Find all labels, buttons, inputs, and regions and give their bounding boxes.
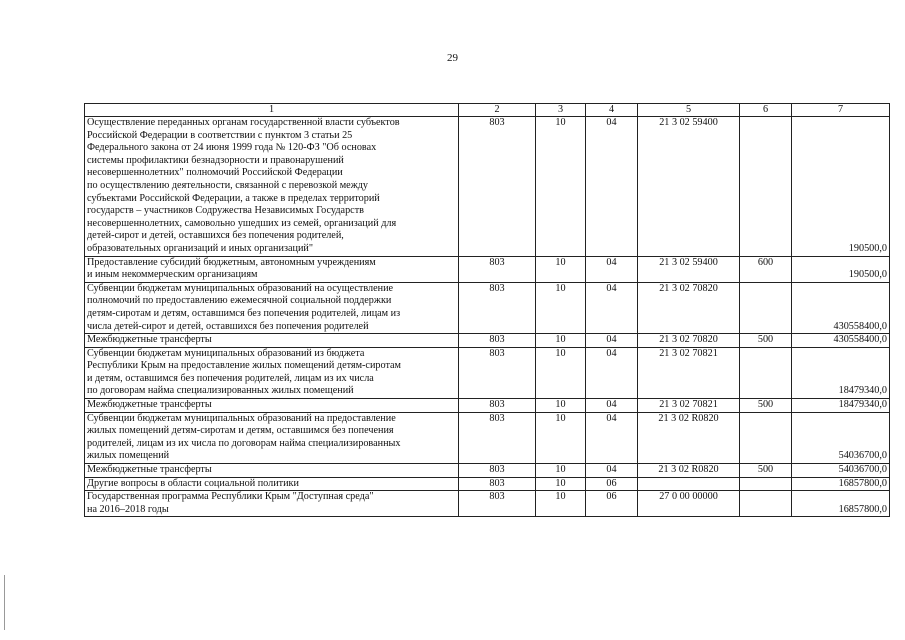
row-name: Субвенции бюджетам муниципальных образований из бюджета Республики Крым на предоставление жилых помещений детям-сиротам и детям, оставшимся без попечения родителей, лицам из их числа по договорам найма специализированных жилых помещений (85, 347, 459, 398)
column-header: 7 (792, 104, 890, 117)
amount: 18479340,0 (792, 399, 890, 413)
section-code: 10 (536, 464, 586, 478)
expense-type-code (740, 491, 792, 517)
target-article-code (638, 477, 740, 491)
row-name: Осуществление переданных органам государственной власти субъектов Российской Федерации в соответствии с пунктом 3 статьи 25 Федерального закона от 24 июня 1999 года № 120-ФЗ "Об основах системы профилактики безнадзорности и правонарушений несовершеннолетних" полномочий Российской Федерации по осуществлению деятельности, связанной с перевозкой между субъектами Российской Федерации, а также в пределах территорий государств – участников Содружества Независимых Государств несовершеннолетних, самовольно ушедших из семей, организаций для детей-сирот и детей, оставшихся без попечения родителей, образовательных организаций и иных организаций" (85, 117, 459, 257)
expense-type-code (740, 477, 792, 491)
target-article-code: 21 3 02 70820 (638, 282, 740, 333)
expense-type-code: 500 (740, 334, 792, 348)
subsection-code: 04 (586, 464, 638, 478)
section-code: 10 (536, 282, 586, 333)
subsection-code: 04 (586, 282, 638, 333)
table-row (85, 412, 890, 463)
section-code: 10 (536, 399, 586, 413)
target-article-code: 27 0 00 00000 (638, 491, 740, 517)
column-number-row (85, 104, 890, 117)
amount: 54036700,0 (792, 464, 890, 478)
expense-type-code (740, 412, 792, 463)
ministry-code: 803 (459, 412, 536, 463)
row-name: Межбюджетные трансферты (85, 399, 459, 413)
subsection-code: 04 (586, 347, 638, 398)
page-number: 29 (447, 52, 458, 64)
table-row (85, 282, 890, 333)
amount: 18479340,0 (792, 347, 890, 398)
target-article-code: 21 3 02 R0820 (638, 412, 740, 463)
column-header: 5 (638, 104, 740, 117)
ministry-code: 803 (459, 477, 536, 491)
ministry-code: 803 (459, 256, 536, 282)
table-row (85, 334, 890, 348)
target-article-code: 21 3 02 R0820 (638, 464, 740, 478)
expense-type-code: 600 (740, 256, 792, 282)
row-name: Другие вопросы в области социальной политики (85, 477, 459, 491)
section-code: 10 (536, 256, 586, 282)
table-row (85, 256, 890, 282)
column-header: 2 (459, 104, 536, 117)
amount: 54036700,0 (792, 412, 890, 463)
ministry-code: 803 (459, 334, 536, 348)
ministry-code: 803 (459, 117, 536, 257)
target-article-code: 21 3 02 70821 (638, 347, 740, 398)
row-name: Межбюджетные трансферты (85, 334, 459, 348)
margin-mark (4, 575, 5, 630)
target-article-code: 21 3 02 70820 (638, 334, 740, 348)
target-article-code: 21 3 02 70821 (638, 399, 740, 413)
subsection-code: 06 (586, 477, 638, 491)
row-name: Государственная программа Республики Крым "Доступная среда" на 2016–2018 годы (85, 491, 459, 517)
section-code: 10 (536, 491, 586, 517)
target-article-code: 21 3 02 59400 (638, 256, 740, 282)
subsection-code: 06 (586, 491, 638, 517)
column-header: 6 (740, 104, 792, 117)
amount: 16857800,0 (792, 491, 890, 517)
section-code: 10 (536, 477, 586, 491)
table-row (85, 117, 890, 257)
expense-type-code: 500 (740, 464, 792, 478)
ministry-code: 803 (459, 347, 536, 398)
expense-type-code (740, 117, 792, 257)
ministry-code: 803 (459, 282, 536, 333)
subsection-code: 04 (586, 334, 638, 348)
row-name: Субвенции бюджетам муниципальных образований на предоставление жилых помещений детям-сиротам и детям, оставшимся без попечения родителей, лицам из их числа по договорам найма специализированных жилых помещений (85, 412, 459, 463)
column-header: 1 (85, 104, 459, 117)
amount: 16857800,0 (792, 477, 890, 491)
table-row (85, 491, 890, 517)
subsection-code: 04 (586, 117, 638, 257)
amount: 430558400,0 (792, 282, 890, 333)
subsection-code: 04 (586, 399, 638, 413)
expense-type-code (740, 282, 792, 333)
row-name: Предоставление субсидий бюджетным, автономным учреждениям и иным некоммерческим организациям (85, 256, 459, 282)
ministry-code: 803 (459, 491, 536, 517)
ministry-code: 803 (459, 464, 536, 478)
target-article-code: 21 3 02 59400 (638, 117, 740, 257)
ministry-code: 803 (459, 399, 536, 413)
amount: 190500,0 (792, 117, 890, 257)
table-row (85, 347, 890, 398)
subsection-code: 04 (586, 256, 638, 282)
section-code: 10 (536, 412, 586, 463)
section-code: 10 (536, 117, 586, 257)
budget-table (84, 103, 890, 517)
expense-type-code: 500 (740, 399, 792, 413)
amount: 430558400,0 (792, 334, 890, 348)
table-row (85, 399, 890, 413)
table-row (85, 477, 890, 491)
column-header: 4 (586, 104, 638, 117)
expense-type-code (740, 347, 792, 398)
row-name: Субвенции бюджетам муниципальных образований на осуществление полномочий по предоставлению ежемесячной социальной поддержки детям-сиротам и детям, оставшимся без попечения родителей, лицам из числа детей-сирот и детей, оставшихся без попечения родителей (85, 282, 459, 333)
section-code: 10 (536, 347, 586, 398)
row-name: Межбюджетные трансферты (85, 464, 459, 478)
column-header: 3 (536, 104, 586, 117)
amount: 190500,0 (792, 256, 890, 282)
table-row (85, 464, 890, 478)
subsection-code: 04 (586, 412, 638, 463)
section-code: 10 (536, 334, 586, 348)
